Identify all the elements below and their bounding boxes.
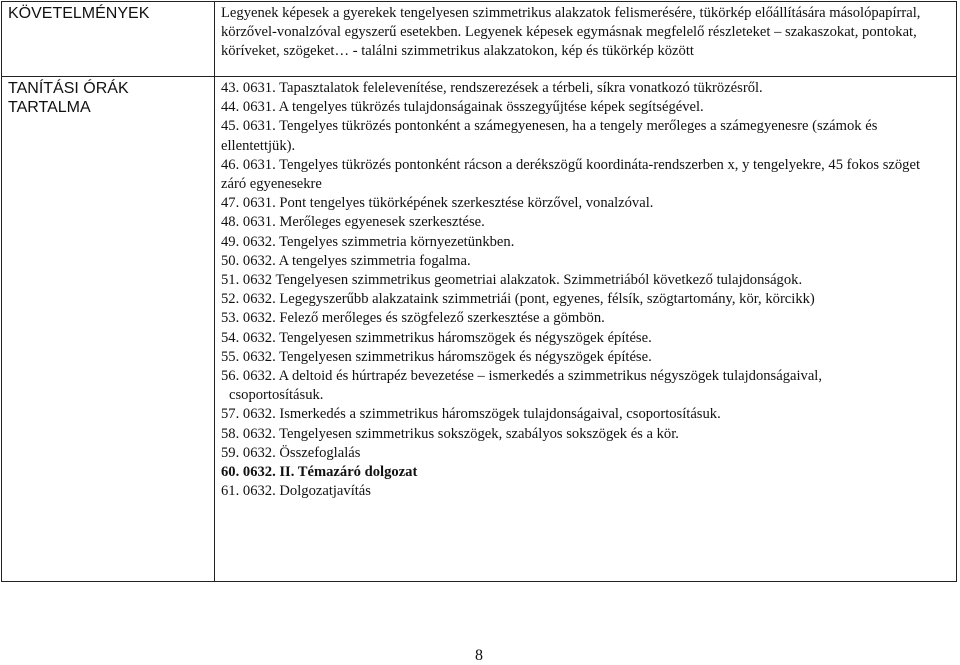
lessons-content-cell xyxy=(215,77,957,582)
lessons-label-cell xyxy=(2,77,215,582)
lesson-list xyxy=(221,79,948,501)
lesson-item: 61. 0632. Dolgozatjavítás xyxy=(221,483,371,500)
curriculum-table xyxy=(1,1,957,582)
lessons-label xyxy=(2,77,214,117)
lesson-item: 46. 0631. Tengelyes tükrözés pontonként rácson a derékszögű koordináta-rendszerben x, y tengelyekre, 45 fokos szöget záró egyenesekre xyxy=(221,156,920,193)
lesson-item: 43. 0631. Tapasztalatok felelevenítése, rendszerezések a térbeli, síkra vonatkozó tükrözésről. xyxy=(221,80,763,96)
lesson-item: 50. 0632. A tengelyes szimmetria fogalma. xyxy=(221,252,471,269)
lesson-continuation-text: csoportosításuk. xyxy=(229,387,324,404)
requirements-text: Legyenek képesek a gyerekek tengelyesen szimmetrikus alakzatok felismerésére, tükörkép előállítására másolópapírral, körzővel-vonalzóval egyszerű esetekben. Legyenek képesek egymásnak megfelelő részleteket – szakaszokat, pontokat, köríveket, szögeket… - találni szimmetrikus alakzatokon, kép és tükörkép között xyxy=(221,5,921,60)
lesson-item: 59. 0632. Összefoglalás xyxy=(221,444,361,461)
lessons-label-line-1: TANÍTÁSI ÓRÁK xyxy=(8,80,129,97)
lesson-item: 58. 0632. Tengelyesen szimmetrikus sokszögek, szabályos sokszögek és a kör. xyxy=(221,425,679,442)
lesson-item: 53. 0632. Felező merőleges és szögfelező szerkesztése a gömbön. xyxy=(221,310,605,327)
lesson-item: 45. 0631. Tengelyes tükrözés pontonként a számegyenesen, ha a tengely merőleges a számegyenesre (számok és ellentettjük). xyxy=(221,118,878,154)
lessons-label-line-2: TARTALMA xyxy=(8,99,91,116)
lessons-row xyxy=(2,77,957,582)
lesson-item-continuation xyxy=(221,386,948,405)
lesson-item: 56. 0632. A deltoid és húrtrapéz bevezetése – ismerkedés a szimmetrikus négyszögek tulajdonságaival, xyxy=(221,368,823,385)
lesson-item: 44. 0631. A tengelyes tükrözés tulajdonságainak összegyűjtése képek segítségével. xyxy=(221,99,704,116)
requirements-label-cell xyxy=(2,2,215,77)
lesson-item-exam: 60. 0632. II. Témazáró dolgozat xyxy=(221,464,418,481)
requirements-content-cell xyxy=(215,2,957,77)
requirements-label: KÖVETELMÉNYEK xyxy=(8,5,150,22)
lesson-item: 54. 0632. Tengelyesen szimmetrikus háromszögek és négyszögek építése. xyxy=(221,329,652,346)
lesson-item: 55. 0632. Tengelyesen szimmetrikus háromszögek és négyszögek építése. xyxy=(221,348,652,365)
lesson-item: 49. 0632. Tengelyes szimmetria környezetünkben. xyxy=(221,233,515,250)
lesson-item: 47. 0631. Pont tengelyes tükörképének szerkesztése körzővel, vonalzóval. xyxy=(221,195,654,212)
lesson-item: 52. 0632. Legegyszerűbb alakzataink szimmetriái (pont, egyenes, félsík, szögtartomány, kör, körcikk) xyxy=(221,291,815,308)
page-number: 8 xyxy=(475,647,483,664)
lesson-item: 57. 0632. Ismerkedés a szimmetrikus háromszögek tulajdonságaival, csoportosításuk. xyxy=(221,406,721,423)
requirements-row xyxy=(2,2,957,77)
lesson-item: 51. 0632 Tengelyesen szimmetrikus geometriai alakzatok. Szimmetriából következő tulajdonságok. xyxy=(221,272,803,289)
lesson-item: 48. 0631. Merőleges egyenesek szerkesztése. xyxy=(221,214,485,231)
